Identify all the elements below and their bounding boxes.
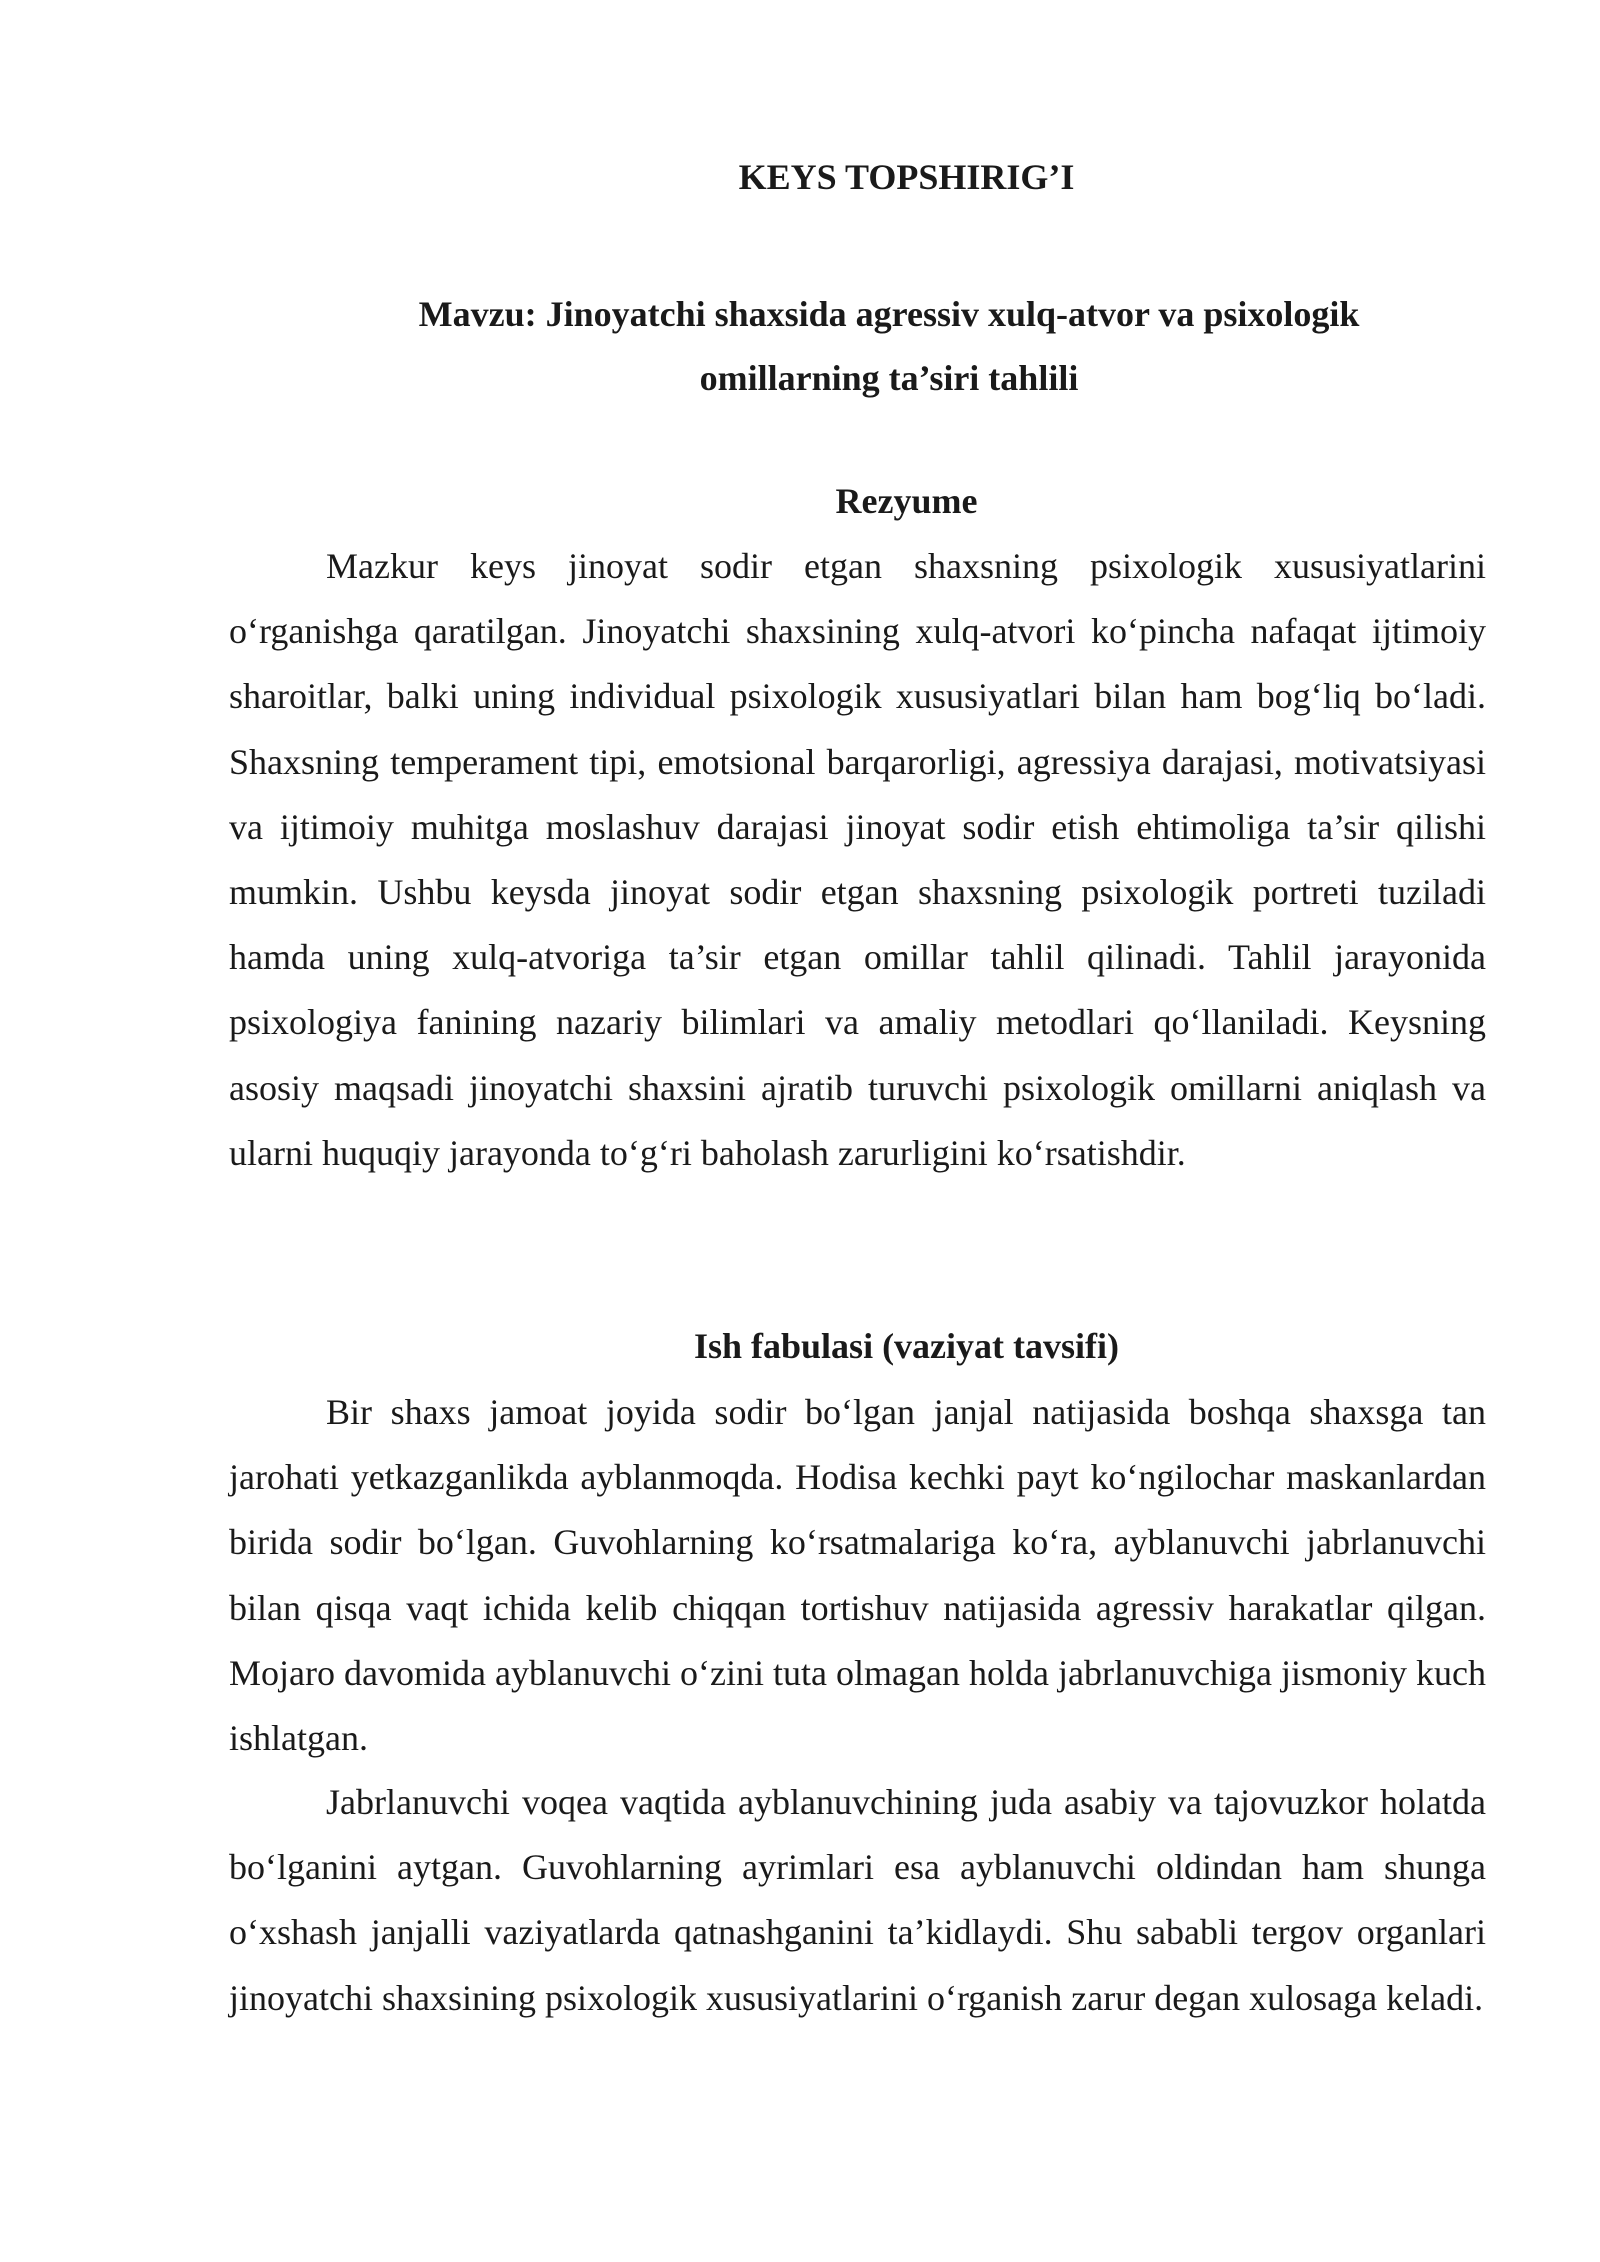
ish-fabulasi-paragraph-1: Bir shaxs jamoat joyida sodir bo‘lgan janjal natijasida boshqa shaxsga tan jarohati yetkazganlikda ayblanmoqda. Hodisa kechki payt ko‘ngilochar maskanlardan birida sodir bo‘lgan. Guvohlarning ko‘rsatmalariga ko‘ra, ayblanuvchi jabrlanuvchi bilan qisqa vaqt ichida kelib chiqqan tortishuv natijasida agressiv harakatlar qilgan. Mojaro davomida ayblanuvchi o‘zini tuta olmagan holda jabrlanuvchiga jismoniy kuch ishlatgan. [229, 1392, 1486, 1759]
document-title: KEYS TOPSHIRIG’I [738, 157, 1075, 197]
document-topic: Mavzu: Jinoyatchi shaxsida agressiv xulq-atvor va psixologik omillarning ta’siri tahlili [418, 294, 1360, 398]
section-heading-rezyume: Rezyume [835, 481, 978, 521]
ish-fabulasi-paragraph-2: Jabrlanuvchi voqea vaqtida ayblanuvchining juda asabiy va tajovuzkor holatda bo‘lganini aytgan. Guvohlarning ayrimlari esa ayblanuvchi oldindan ham shunga o‘xshash janjalli vaziyatlarda qatnashganini ta’kidlaydi. Shu sababli tergov organlari jinoyatchi shaxsining psixologik xususiyatlarini o‘rganish zarur degan xulosaga keladi. [229, 1782, 1486, 2018]
rezyume-paragraph: Mazkur keys jinoyat sodir etgan shaxsning psixologik xususiyatlarini o‘rganishga qaratilgan. Jinoyatchi shaxsining xulq-atvori ko‘pincha nafaqat ijtimoiy sharoitlar, balki uning individual psixologik xususiyatlari bilan ham bog‘liq bo‘ladi. Shaxsning temperament tipi, emotsional barqarorligi, agressiya darajasi, motivatsiyasi va ijtimoiy muhitga moslashuv darajasi jinoyat sodir etish ehtimoliga ta’sir qilishi mumkin. Ushbu keysda jinoyat sodir etgan shaxsning psixologik portreti tuziladi hamda uning xulq-atvoriga ta’sir etgan omillar tahlil qilinadi. Tahlil jarayonida psixologiya fanining nazariy bilimlari va amaliy metodlari qo‘llaniladi. Keysning asosiy maqsadi jinoyatchi shaxsini ajratib turuvchi psixologik omillarni aniqlash va ularni huquqiy jarayonda to‘g‘ri baholash zarurligini ko‘rsatishdir. [229, 546, 1486, 1173]
section-heading-ish-fabulasi: Ish fabulasi (vaziyat tavsifi) [693, 1326, 1120, 1366]
